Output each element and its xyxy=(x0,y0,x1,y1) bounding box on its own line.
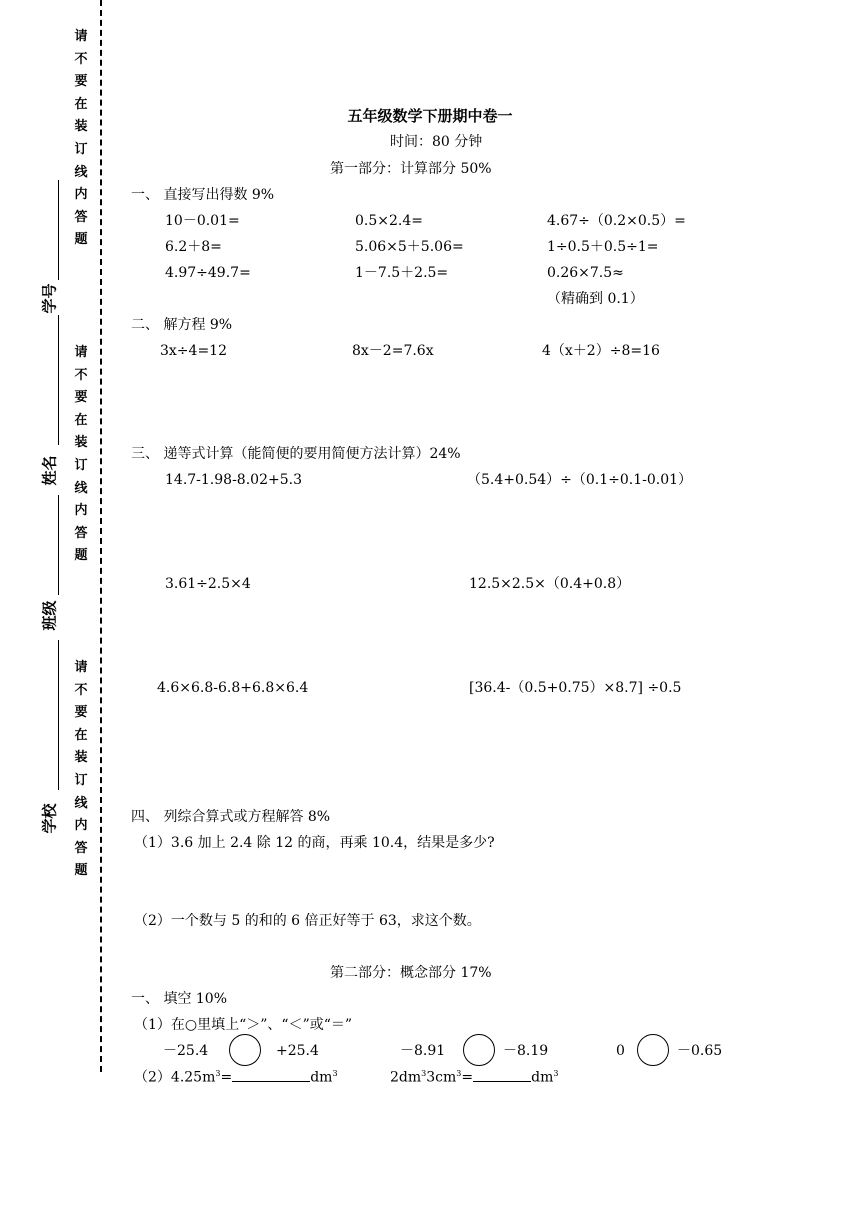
volume-cm: 3cm xyxy=(426,1069,457,1086)
compare-left: －25.4 xyxy=(163,1043,209,1059)
compare-right: +25.4 xyxy=(276,1043,319,1059)
answer-blank[interactable] xyxy=(232,1081,310,1082)
equation: 3x÷4=12 xyxy=(160,343,227,359)
compare-left: －8.91 xyxy=(400,1043,446,1059)
margin-notice-top: 请不要在装订线内答题 xyxy=(74,29,88,248)
unit: dm xyxy=(531,1069,554,1086)
s1-item: 1－7.5＋2.5= xyxy=(355,265,449,281)
binding-dashed-line xyxy=(100,0,102,1072)
part1-title: 第一部分：计算部分 50% xyxy=(330,161,492,177)
answer-blank[interactable] xyxy=(473,1081,531,1082)
compare-question: （1）在○里填上“＞”、“＜”或“＝” xyxy=(134,1017,353,1033)
margin-notice-middle: 请不要在装订线内答题 xyxy=(74,345,88,564)
student-number-label: 学号 xyxy=(40,283,59,314)
s1-item: 0.5×2.4= xyxy=(355,213,423,229)
unit: dm xyxy=(310,1069,333,1086)
s4-heading: 四、 列综合算式或方程解答 8% xyxy=(131,809,331,825)
name-fill-line xyxy=(58,315,59,445)
calc-item: 4.6×6.8-6.8+6.8×6.4 xyxy=(157,680,309,696)
fill-blank-heading: 一、 填空 10% xyxy=(131,991,228,1007)
cube-superscript: 3 xyxy=(553,1069,559,1078)
s1-item: 0.26×7.5≈ xyxy=(547,265,624,281)
margin-notice-bottom: 请不要在装订线内答题 xyxy=(74,660,88,879)
school-label: 学校 xyxy=(40,803,59,834)
calc-item: 3.61÷2.5×4 xyxy=(165,576,251,592)
s1-heading: 一、 直接写出得数 9% xyxy=(131,187,275,203)
s1-item: 4.67÷（0.2×0.5）= xyxy=(547,213,686,229)
calc-item: [36.4-（0.5+0.75）×8.7] ÷0.5 xyxy=(469,680,682,696)
compare-circle-blank[interactable] xyxy=(463,1034,495,1066)
cube-superscript: 3 xyxy=(456,1069,462,1078)
s1-item: 5.06×5＋5.06= xyxy=(355,239,464,255)
equals: = xyxy=(461,1069,474,1086)
class-fill-line xyxy=(58,495,59,595)
compare-circle-blank[interactable] xyxy=(637,1034,669,1066)
equation: 4（x＋2）÷8=16 xyxy=(542,343,660,359)
s2-heading: 二、 解方程 9% xyxy=(131,317,233,333)
school-fill-line xyxy=(58,640,59,790)
student-name-label: 姓名 xyxy=(40,455,59,486)
calc-item: 14.7-1.98-8.02+5.3 xyxy=(165,472,302,488)
page-title: 五年级数学下册期中卷一 xyxy=(347,107,513,125)
number-fill-line xyxy=(58,180,59,280)
calc-item: （5.4+0.54）÷（0.1÷0.1-0.01） xyxy=(467,472,693,488)
cube-superscript: 3 xyxy=(421,1069,427,1078)
s1-item: 4.97÷49.7= xyxy=(165,265,251,281)
cube-superscript: 3 xyxy=(332,1069,338,1078)
compare-circle-blank[interactable] xyxy=(229,1034,261,1066)
compare-left: 0 xyxy=(616,1043,625,1059)
word-problem-1: （1）3.6 加上 2.4 除 12 的商，再乘 10.4，结果是多少? xyxy=(134,835,495,851)
equation: 8x－2=7.6x xyxy=(352,343,434,359)
cube-superscript: 3 xyxy=(215,1069,221,1078)
volume-conversion-2 xyxy=(390,1070,558,1085)
volume-prefix: （2）4.25m xyxy=(134,1069,216,1086)
volume-dm: 2dm xyxy=(390,1069,422,1086)
calc-item: 12.5×2.5×（0.4+0.8） xyxy=(469,576,631,592)
s1-item: 10－0.01= xyxy=(165,213,240,229)
s3-heading: 三、 递等式计算（能简便的要用简便方法计算）24% xyxy=(131,446,461,462)
equals: = xyxy=(220,1069,233,1086)
word-problem-2: （2）一个数与 5 的和的 6 倍正好等于 63，求这个数。 xyxy=(134,913,481,929)
exam-time: 时间：80 分钟 xyxy=(390,134,483,150)
s1-item: 1÷0.5＋0.5÷1= xyxy=(547,239,659,255)
volume-conversion-1 xyxy=(134,1070,338,1085)
s1-item: 6.2＋8= xyxy=(165,239,222,255)
class-label: 班级 xyxy=(40,600,59,631)
compare-right: －8.19 xyxy=(503,1043,549,1059)
compare-right: －0.65 xyxy=(677,1043,723,1059)
s1-rounding-note: （精确到 0.1） xyxy=(547,291,644,307)
part2-title: 第二部分：概念部分 17% xyxy=(330,965,492,981)
